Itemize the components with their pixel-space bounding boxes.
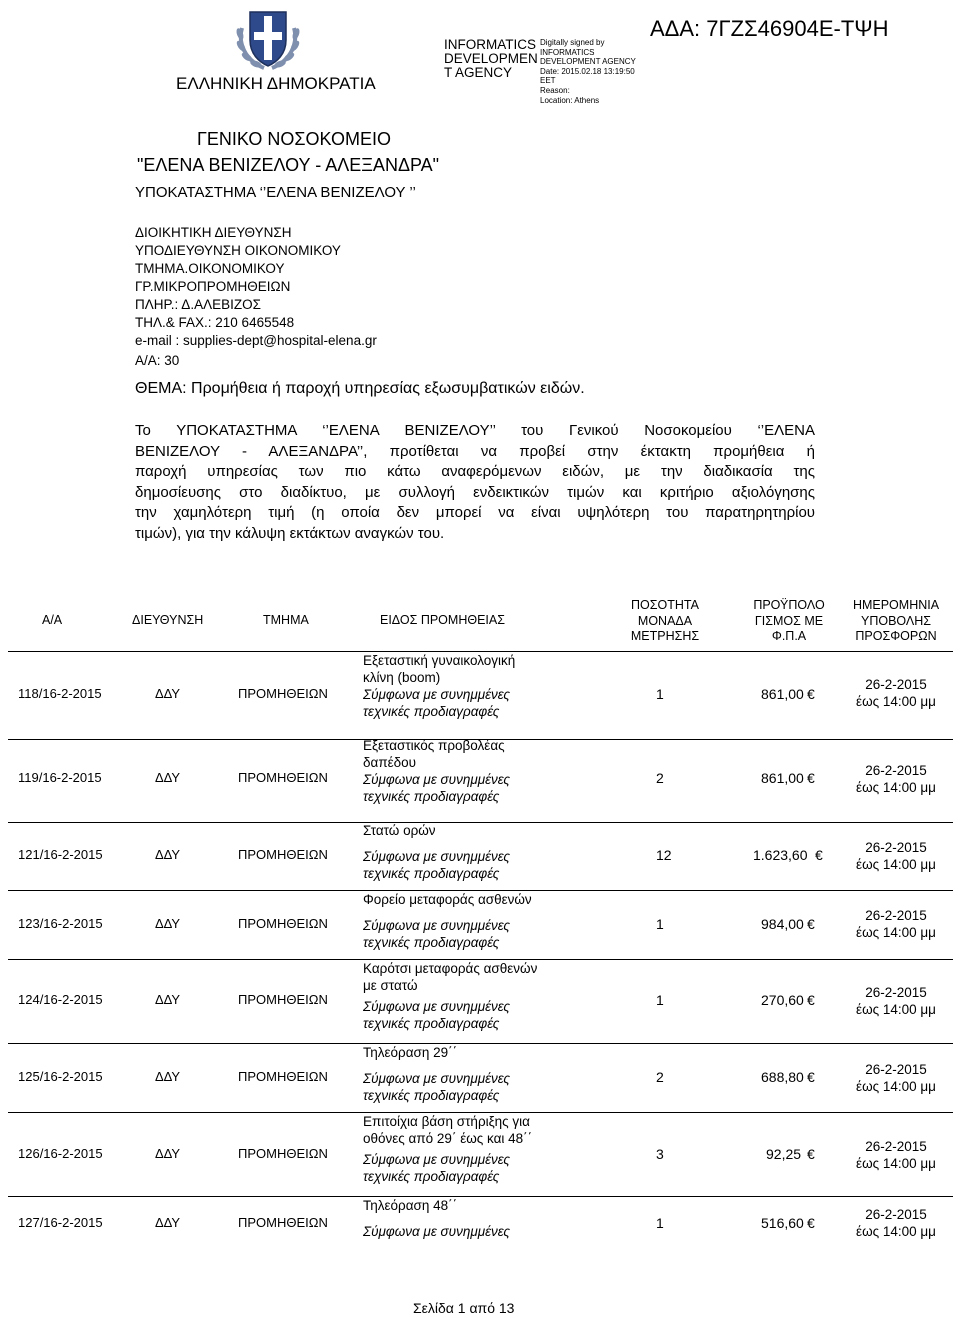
body-line: παροχή υπηρεσίας των πιο κάτω αναφερόμενων ειδών, με την διαδικασία της — [135, 463, 815, 480]
cell-price: 516,60 — [761, 1215, 804, 1231]
deadline-date: 26-2-2015 — [865, 840, 927, 855]
body-line: Το ΥΠΟΚΑΤΑΣΤΗΜΑ ‘’ΕΛΕΝΑ ΒΕΝΙΖΕΛΟΥ’’ του Γενικού Νοσοκομείου ‘’ΕΛΕΝΑ — [135, 422, 815, 439]
cell-aa: 124/16-2-2015 — [18, 992, 103, 1007]
cell-direction: ΔΔΥ — [155, 1215, 181, 1230]
cell-price: 688,80 — [761, 1069, 804, 1085]
item-spec-line: Σύμφωνα με συνημμένες — [363, 999, 510, 1014]
contact-line: ΤΜΗΜΑ.ΟΙΚΟΝΟΜΙΚΟΥ — [135, 261, 285, 276]
deadline-date: 26-2-2015 — [865, 677, 927, 692]
signature-detail-line: Digitally signed by — [540, 38, 605, 47]
signature-detail-line: Reason: — [540, 85, 570, 95]
cell-quantity: 3 — [656, 1146, 664, 1162]
col-header-aa: Α/Α — [42, 613, 63, 627]
item-name-line: Τηλεόραση 48΄΄ — [363, 1198, 458, 1213]
body-line: τιμών), για την κάλυψη εκτάκτων αναγκών του. — [135, 524, 445, 542]
item-name-line: Καρότσι μεταφοράς ασθενών — [363, 961, 538, 976]
body-line: ΒΕΝΙΖΕΛΟΥ - ΑΛΕΞΑΝΔΡΑ’’, προτίθεται να προβεί στην έκτακτη προμήθεια ή — [135, 442, 815, 460]
item-spec-line: τεχνικές προδιαγραφές — [363, 1016, 500, 1031]
cell-direction: ΔΔΥ — [155, 1146, 181, 1161]
cell-item — [363, 1113, 578, 1185]
cell-deadline — [846, 984, 946, 1018]
contact-block — [135, 224, 377, 370]
cell-deadline — [846, 1061, 946, 1095]
header-line: ΥΠΟΒΟΛΗΣ — [860, 613, 932, 628]
col-header-quantity — [620, 598, 710, 645]
deadline-time: έως 14:00 μμ — [856, 1224, 936, 1239]
item-name-line: δαπέδου — [363, 755, 417, 770]
cell-direction: ΔΔΥ — [155, 770, 181, 785]
cell-direction: ΔΔΥ — [155, 686, 181, 701]
col-header-deadline — [846, 598, 946, 645]
item-spec-line: Σύμφωνα με συνημμένες — [363, 1152, 510, 1167]
cell-department: ΠΡΟΜΗΘΕΙΩΝ — [238, 1069, 328, 1084]
euro-sign: € — [807, 1215, 815, 1231]
col-header-budget — [743, 598, 835, 645]
cell-aa: 118/16-2-2015 — [18, 686, 102, 701]
cell-item — [363, 737, 578, 805]
deadline-date: 26-2-2015 — [865, 1139, 927, 1154]
hospital-title: ΓΕΝΙΚΟ ΝΟΣΟΚΟΜΕΙΟ — [197, 129, 391, 149]
euro-sign: € — [815, 847, 823, 863]
item-spec-line: Σύμφωνα με συνημμένες — [363, 1224, 510, 1239]
item-name-line: Φορείο μεταφοράς ασθενών — [363, 892, 532, 907]
item-spec-line: Σύμφωνα με συνημμένες — [363, 772, 510, 787]
cell-department: ΠΡΟΜΗΘΕΙΩΝ — [238, 770, 328, 785]
cell-aa: 123/16-2-2015 — [18, 916, 103, 931]
deadline-date: 26-2-2015 — [865, 908, 927, 923]
deadline-date: 26-2-2015 — [865, 763, 927, 778]
deadline-time: έως 14:00 μμ — [856, 1079, 936, 1094]
cell-item — [363, 652, 578, 720]
euro-sign: € — [807, 686, 815, 702]
cell-deadline — [846, 1206, 946, 1240]
cell-price: 1.623,60 — [753, 847, 808, 863]
deadline-time: έως 14:00 μμ — [856, 925, 936, 940]
item-name-line: Τηλεόραση 29΄΄ — [363, 1045, 458, 1060]
cell-quantity: 2 — [656, 770, 664, 786]
deadline-time: έως 14:00 μμ — [856, 694, 936, 709]
deadline-time: έως 14:00 μμ — [856, 780, 936, 795]
cell-deadline — [846, 1138, 946, 1172]
digital-signature-details — [540, 38, 650, 105]
page-number: Σελίδα 1 από 13 — [413, 1300, 515, 1316]
contact-line: ΔΙΟΙΚΗΤΙΚΗ ΔΙΕΥΘΥΝΣΗ — [135, 225, 292, 240]
cell-quantity: 1 — [656, 686, 664, 702]
cell-item — [363, 822, 578, 882]
signature-detail-line: Location: Athens — [540, 95, 600, 105]
signature-detail-line: EET — [540, 76, 556, 86]
greek-coat-of-arms-icon — [232, 6, 304, 74]
item-spec-line: Σύμφωνα με συνημμένες — [363, 849, 510, 864]
header-line: ΗΜΕΡΟΜΗΝΙΑ — [852, 598, 940, 612]
cell-department: ΠΡΟΜΗΘΕΙΩΝ — [238, 916, 328, 931]
cell-aa: 125/16-2-2015 — [18, 1069, 103, 1084]
cell-deadline — [846, 762, 946, 796]
cell-direction: ΔΔΥ — [155, 847, 181, 862]
cell-price: 861,00 — [761, 770, 804, 786]
cell-quantity: 2 — [656, 1069, 664, 1085]
cell-quantity: 1 — [656, 992, 664, 1008]
header-line: ΜΟΝΑΔΑ — [637, 613, 693, 628]
contact-line: ΥΠΟΔΙΕΥΘΥΝΣΗ ΟΙΚΟΝΟΜΙΚΟΥ — [135, 243, 341, 258]
body-line: την χαμηλότερη τιμή (η οποία δεν μπορεί να είναι υψηλότερη του παρατηρητηρίου — [135, 504, 815, 521]
col-header-direction: ΔΙΕΥΘΥΝΣΗ — [132, 613, 204, 627]
cell-price: 92,25 — [766, 1146, 802, 1162]
col-header-department: ΤΜΗΜΑ — [263, 613, 309, 627]
item-spec-line: τεχνικές προδιαγραφές — [363, 1088, 500, 1103]
signature-agency — [444, 38, 540, 80]
cell-aa: 127/16-2-2015 — [18, 1215, 103, 1230]
cell-direction: ΔΔΥ — [155, 1069, 181, 1084]
cell-quantity: 1 — [656, 916, 664, 932]
item-spec-line: Σύμφωνα με συνημμένες — [363, 918, 510, 933]
cell-price: 861,00 — [761, 686, 804, 702]
signature-agency-line: DEVELOPMEN — [444, 51, 538, 66]
cell-price: 270,60 — [761, 992, 804, 1008]
item-name-line: Επιτοίχια βάση στήριξης για — [363, 1114, 530, 1129]
euro-sign: € — [807, 770, 815, 786]
item-spec-line: τεχνικές προδιαγραφές — [363, 935, 500, 950]
cell-deadline — [846, 907, 946, 941]
item-spec-line: τεχνικές προδιαγραφές — [363, 789, 500, 804]
contact-email: e-mail : supplies-dept@hospital-elena.gr — [135, 333, 377, 348]
deadline-date: 26-2-2015 — [865, 985, 927, 1000]
header-line: Φ.Π.Α — [771, 629, 807, 643]
header-line: ΠΟΣΟΤΗΤΑ — [631, 598, 699, 612]
cell-deadline — [846, 676, 946, 710]
cell-item — [363, 891, 578, 951]
signature-detail-line: INFORMATICS — [540, 47, 595, 57]
state-name: ΕΛΛΗΝΙΚΗ ΔΗΜΟΚΡΑΤΙΑ — [176, 74, 376, 93]
item-name-line: κλίνη (boom) — [363, 670, 441, 685]
euro-sign: € — [807, 992, 815, 1008]
item-spec-line: Σύμφωνα με συνημμένες — [363, 1071, 510, 1086]
cell-aa: 121/16-2-2015 — [18, 847, 103, 862]
euro-sign: € — [807, 916, 815, 932]
deadline-date: 26-2-2015 — [865, 1207, 927, 1222]
cell-item — [363, 960, 578, 1032]
header-line: ΠΡΟΫΠΟΛΟ — [753, 598, 825, 612]
cell-item — [363, 1197, 578, 1240]
cell-aa: 126/16-2-2015 — [18, 1146, 103, 1161]
deadline-time: έως 14:00 μμ — [856, 857, 936, 872]
contact-line: ΤΗΛ.& FAX.: 210 6465548 — [135, 315, 295, 330]
item-spec-line: τεχνικές προδιαγραφές — [363, 704, 500, 719]
cell-department: ΠΡΟΜΗΘΕΙΩΝ — [238, 992, 328, 1007]
header-line: ΓΙΣΜΟΣ ΜΕ — [754, 613, 824, 628]
cell-direction: ΔΔΥ — [155, 992, 181, 1007]
item-spec-line: Σύμφωνα με συνημμένες — [363, 687, 510, 702]
signature-agency-line: INFORMATICS — [444, 37, 536, 52]
item-name-line: Εξεταστικός προβολέας — [363, 738, 505, 753]
item-spec-line: τεχνικές προδιαγραφές — [363, 866, 500, 881]
signature-detail-line: DEVELOPMENT AGENCY — [540, 57, 636, 67]
item-name-line: Εξεταστική γυναικολογική — [363, 653, 516, 668]
cell-price: 984,00 — [761, 916, 804, 932]
cell-quantity: 12 — [656, 847, 672, 863]
contact-line: ΠΛΗΡ.: Δ.ΑΛΕΒΙΖΟΣ — [135, 297, 261, 312]
signature-agency-line: T AGENCY — [444, 65, 513, 80]
body-paragraph — [135, 421, 815, 544]
deadline-date: 26-2-2015 — [865, 1062, 927, 1077]
ada-code: ΑΔΑ: 7ΓΖΣ46904Ε-ΤΨΗ — [650, 16, 889, 41]
cell-department: ΠΡΟΜΗΘΕΙΩΝ — [238, 1215, 328, 1230]
cell-quantity: 1 — [656, 1215, 664, 1231]
deadline-time: έως 14:00 μμ — [856, 1002, 936, 1017]
item-name-line: Στατώ ορών — [363, 823, 436, 838]
header-line: ΜΕΤΡΗΣΗΣ — [630, 629, 700, 643]
euro-sign: € — [807, 1146, 815, 1162]
cell-item — [363, 1044, 578, 1104]
contact-line: Α/Α: 30 — [135, 353, 180, 368]
hospital-branch: ΥΠΟΚΑΤΑΣΤΗΜΑ ‘’ΕΛΕΝΑ ΒΕΝΙΖΕΛΟΥ ’’ — [135, 184, 416, 201]
header-line: ΠΡΟΣΦΟΡΩΝ — [855, 629, 937, 643]
item-name-line: οθόνες από 29΄ έως και 48΄΄ — [363, 1131, 533, 1146]
cell-direction: ΔΔΥ — [155, 916, 181, 931]
euro-sign: € — [807, 1069, 815, 1085]
contact-line: ΓΡ.ΜΙΚΡΟΠΡΟΜΗΘΕΙΩΝ — [135, 279, 291, 294]
subject-line: ΘΕΜΑ: Προμήθεια ή παροχή υπηρεσίας εξωσυμβατικών ειδών. — [135, 380, 585, 397]
col-header-item: ΕΙΔΟΣ ΠΡΟΜΗΘΕΙΑΣ — [380, 613, 505, 627]
item-name-line: με στατώ — [363, 978, 418, 993]
cell-aa: 119/16-2-2015 — [18, 770, 102, 785]
cell-department: ΠΡΟΜΗΘΕΙΩΝ — [238, 847, 328, 862]
cell-department: ΠΡΟΜΗΘΕΙΩΝ — [238, 1146, 328, 1161]
cell-deadline — [846, 839, 946, 873]
cell-department: ΠΡΟΜΗΘΕΙΩΝ — [238, 686, 328, 701]
body-line: δημοσίευσης στο διαδίκτυο, με συλλογή ενδεικτικών τιμών και κριτήριο αξιολόγησης — [135, 483, 815, 501]
deadline-time: έως 14:00 μμ — [856, 1156, 936, 1171]
item-spec-line: τεχνικές προδιαγραφές — [363, 1169, 500, 1184]
hospital-name: "ΕΛΕΝΑ ΒΕΝΙΖΕΛΟΥ - ΑΛΕΞΑΝΔΡΑ" — [137, 155, 440, 175]
signature-detail-line: Date: 2015.02.18 13:19:50 — [540, 66, 635, 76]
